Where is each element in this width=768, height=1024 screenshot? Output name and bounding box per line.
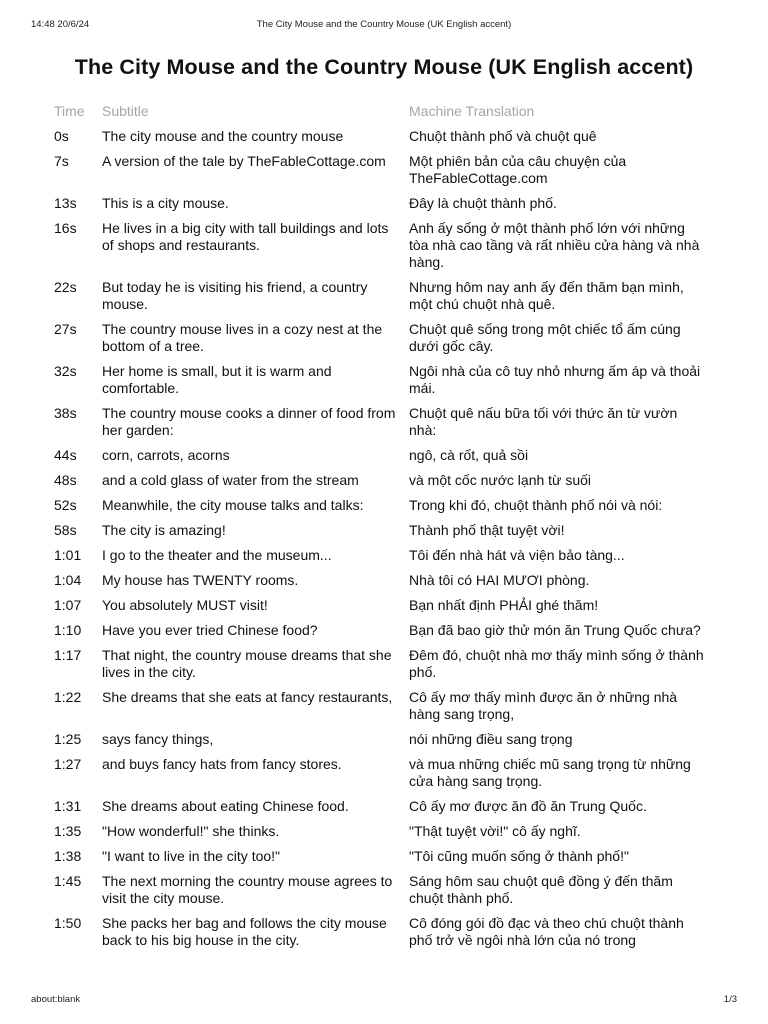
table-header-row — [54, 103, 714, 128]
subtitle-cell: She dreams about eating Chinese food. — [102, 798, 349, 814]
print-doc-title: The City Mouse and the Country Mouse (UK English accent) — [256, 19, 512, 30]
table-row — [54, 597, 714, 622]
time-cell: 1:07 — [54, 597, 82, 613]
table-row — [54, 128, 714, 153]
subtitle-cell: The city is amazing! — [102, 522, 226, 538]
subtitle-cell: She dreams that she eats at fancy restaurants, — [102, 689, 393, 705]
table-row — [54, 220, 714, 279]
time-cell: 38s — [54, 405, 77, 421]
subtitle-cell: My house has TWENTY rooms. — [102, 572, 299, 588]
table-row — [54, 647, 714, 689]
table-row — [54, 572, 714, 597]
translation-cell: Sáng hôm sau chuột quê đồng ý đến thăm chuột thành phố. — [409, 873, 673, 906]
translation-column-header: Machine Translation — [409, 103, 535, 119]
time-cell: 1:50 — [54, 915, 82, 931]
table-row — [54, 689, 714, 731]
subtitle-cell: "How wonderful!" she thinks. — [102, 823, 280, 839]
time-cell: 1:04 — [54, 572, 82, 588]
time-column-header: Time — [54, 103, 85, 119]
time-cell: 1:38 — [54, 848, 82, 864]
translation-cell: Cô đóng gói đồ đạc và theo chú chuột thành phố trở về ngôi nhà lớn của nó trong — [409, 915, 684, 948]
table-row — [54, 731, 714, 756]
translation-cell: Bạn đã bao giờ thử món ăn Trung Quốc chưa? — [409, 622, 701, 638]
print-header — [31, 19, 737, 33]
print-datetime: 14:48 20/6/24 — [31, 19, 90, 30]
translation-cell: Đêm đó, chuột nhà mơ thấy mình sống ở thành phố. — [409, 647, 704, 680]
translation-cell: Bạn nhất định PHẢI ghé thăm! — [409, 597, 599, 613]
table-row — [54, 405, 714, 447]
subtitle-cell: The next morning the country mouse agrees to visit the city mouse. — [102, 873, 393, 906]
translation-cell: "Thật tuyệt vời!" cô ấy nghĩ. — [409, 823, 581, 839]
time-cell: 52s — [54, 497, 77, 513]
table-row — [54, 547, 714, 572]
translation-cell: Ngôi nhà của cô tuy nhỏ nhưng ấm áp và thoải mái. — [409, 363, 701, 396]
subtitle-cell: Meanwhile, the city mouse talks and talks: — [102, 497, 364, 513]
table-row — [54, 447, 714, 472]
translation-cell: và mua những chiếc mũ sang trọng từ những cửa hàng sang trọng. — [409, 756, 691, 789]
subtitle-cell: and buys fancy hats from fancy stores. — [102, 756, 342, 772]
translation-cell: Chuột quê sống trong một chiếc tổ ấm cúng dưới gốc cây. — [409, 321, 681, 354]
subtitle-cell: corn, carrots, acorns — [102, 447, 230, 463]
time-cell: 1:01 — [54, 547, 82, 563]
time-cell: 58s — [54, 522, 77, 538]
table-row — [54, 497, 714, 522]
time-cell: 1:31 — [54, 798, 82, 814]
subtitle-cell: She packs her bag and follows the city mouse back to his big house in the city. — [102, 915, 387, 948]
subtitle-cell: Her home is small, but it is warm and comfortable. — [102, 363, 332, 396]
subtitle-cell: and a cold glass of water from the stream — [102, 472, 359, 488]
table-row — [54, 823, 714, 848]
page-title: The City Mouse and the Country Mouse (UK English accent) — [74, 55, 694, 79]
subtitle-cell: But today he is visiting his friend, a country mouse. — [102, 279, 368, 312]
table-row — [54, 363, 714, 405]
translation-cell: Thành phố thật tuyệt vời! — [409, 522, 565, 538]
time-cell: 22s — [54, 279, 77, 295]
translation-cell: Cô ấy mơ thấy mình được ăn ở những nhà hàng sang trọng, — [409, 689, 678, 722]
subtitle-cell: You absolutely MUST visit! — [102, 597, 268, 613]
subtitle-table — [54, 103, 714, 957]
time-cell: 7s — [54, 153, 69, 169]
time-cell: 16s — [54, 220, 77, 236]
print-footer — [31, 994, 737, 1008]
translation-cell: Tôi đến nhà hát và viện bảo tàng... — [409, 547, 625, 563]
translation-cell: Anh ấy sống ở một thành phố lớn với những tòa nhà cao tầng và rất nhiều cửa hàng và nhà hàng. — [409, 220, 700, 270]
subtitle-column-header: Subtitle — [102, 103, 149, 119]
subtitle-cell: This is a city mouse. — [102, 195, 229, 211]
time-cell: 1:17 — [54, 647, 82, 663]
table-row — [54, 279, 714, 321]
time-cell: 1:35 — [54, 823, 82, 839]
translation-cell: Nhà tôi có HAI MƯƠI phòng. — [409, 572, 590, 588]
translation-cell: Trong khi đó, chuột thành phố nói và nói: — [409, 497, 663, 513]
table-row — [54, 472, 714, 497]
subtitle-cell: That night, the country mouse dreams that she lives in the city. — [102, 647, 392, 680]
table-row — [54, 873, 714, 915]
translation-cell: "Tôi cũng muốn sống ở thành phố!" — [409, 848, 629, 864]
time-cell: 48s — [54, 472, 77, 488]
subtitle-cell: "I want to live in the city too!" — [102, 848, 281, 864]
time-cell: 13s — [54, 195, 77, 211]
subtitle-cell: A version of the tale by TheFableCottage.com — [102, 153, 386, 169]
table-row — [54, 321, 714, 363]
table-row — [54, 915, 714, 957]
table-row — [54, 756, 714, 798]
time-cell: 27s — [54, 321, 77, 337]
translation-cell: Chuột quê nấu bữa tối với thức ăn từ vườn nhà: — [409, 405, 678, 438]
subtitle-cell: He lives in a big city with tall buildings and lots of shops and restaurants. — [102, 220, 389, 253]
subtitle-cell: Have you ever tried Chinese food? — [102, 622, 318, 638]
time-cell: 1:27 — [54, 756, 82, 772]
table-row — [54, 848, 714, 873]
time-cell: 1:45 — [54, 873, 82, 889]
subtitle-cell: The country mouse cooks a dinner of food from her garden: — [102, 405, 396, 438]
time-cell: 1:22 — [54, 689, 82, 705]
time-cell: 0s — [54, 128, 69, 144]
table-row — [54, 153, 714, 195]
time-cell: 44s — [54, 447, 77, 463]
table-row — [54, 798, 714, 823]
translation-cell: Cô ấy mơ được ăn đồ ăn Trung Quốc. — [409, 798, 647, 814]
subtitle-cell: The city mouse and the country mouse — [102, 128, 344, 144]
table-row — [54, 522, 714, 547]
translation-cell: Nhưng hôm nay anh ấy đến thăm bạn mình, một chú chuột nhà quê. — [409, 279, 684, 312]
translation-cell: Chuột thành phố và chuột quê — [409, 128, 597, 144]
table-row — [54, 622, 714, 647]
time-cell: 1:10 — [54, 622, 82, 638]
table-row — [54, 195, 714, 220]
subtitle-cell: says fancy things, — [102, 731, 214, 747]
time-cell: 32s — [54, 363, 77, 379]
time-cell: 1:25 — [54, 731, 82, 747]
translation-cell: nói những điều sang trọng — [409, 731, 573, 747]
subtitle-cell: I go to the theater and the museum... — [102, 547, 332, 563]
page-number: 1/3 — [723, 994, 737, 1005]
translation-cell: và một cốc nước lạnh từ suối — [409, 472, 591, 488]
subtitle-cell: The country mouse lives in a cozy nest at the bottom of a tree. — [102, 321, 383, 354]
translation-cell: Đây là chuột thành phố. — [409, 195, 557, 211]
translation-cell: ngô, cà rốt, quả sồi — [409, 447, 529, 463]
translation-cell: Một phiên bản của câu chuyện của TheFableCottage.com — [409, 153, 627, 186]
print-url: about:blank — [31, 994, 81, 1005]
